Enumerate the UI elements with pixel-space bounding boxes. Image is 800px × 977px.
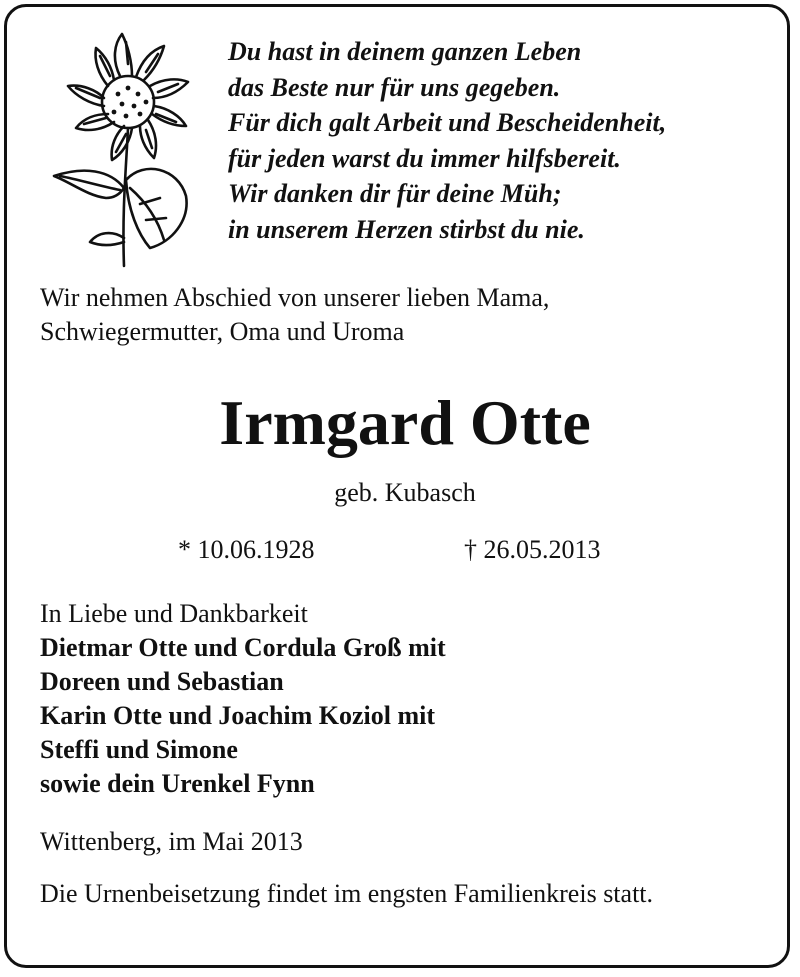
mourner-entry: Karin Otte und Joachim Koziol mit xyxy=(40,701,436,730)
death-date: † 26.05.2013 xyxy=(464,535,601,564)
poem-verse xyxy=(228,34,666,247)
sunflower-icon xyxy=(40,20,200,270)
birth-date: * 10.06.1928 xyxy=(178,535,315,564)
farewell-intro xyxy=(40,281,549,349)
deceased-name: Irmgard Otte xyxy=(219,387,591,458)
poem-line: für jeden warst du immer hilfsbereit. xyxy=(228,143,621,173)
poem-line: in unserem Herzen stirbst du nie. xyxy=(228,214,585,244)
poem-line: das Beste nur für uns gegeben. xyxy=(228,72,561,102)
mourner-entry: Doreen und Sebastian xyxy=(40,667,284,696)
birth-name: geb. Kubasch xyxy=(334,478,476,507)
burial-note: Die Urnenbeisetzung findet im engsten Familienkreis statt. xyxy=(40,879,654,908)
poem-line: Wir danken dir für deine Müh; xyxy=(228,179,562,208)
mourners-list xyxy=(40,597,446,801)
poem-line: Du hast in deinem ganzen Leben xyxy=(228,37,582,66)
mourner-entry: sowie dein Urenkel Fynn xyxy=(40,769,315,798)
place-and-date: Wittenberg, im Mai 2013 xyxy=(40,827,303,856)
mourner-entry: Steffi und Simone xyxy=(40,735,238,764)
mourner-entry: Dietmar Otte und Cordula Groß mit xyxy=(40,633,446,662)
mourners-heading: In Liebe und Dankbarkeit xyxy=(40,599,308,628)
intro-line: Wir nehmen Abschied von unserer lieben Mama, xyxy=(40,283,550,312)
intro-line: Schwiegermutter, Oma und Uroma xyxy=(40,317,405,346)
poem-line: Für dich galt Arbeit und Bescheidenheit, xyxy=(228,108,667,137)
